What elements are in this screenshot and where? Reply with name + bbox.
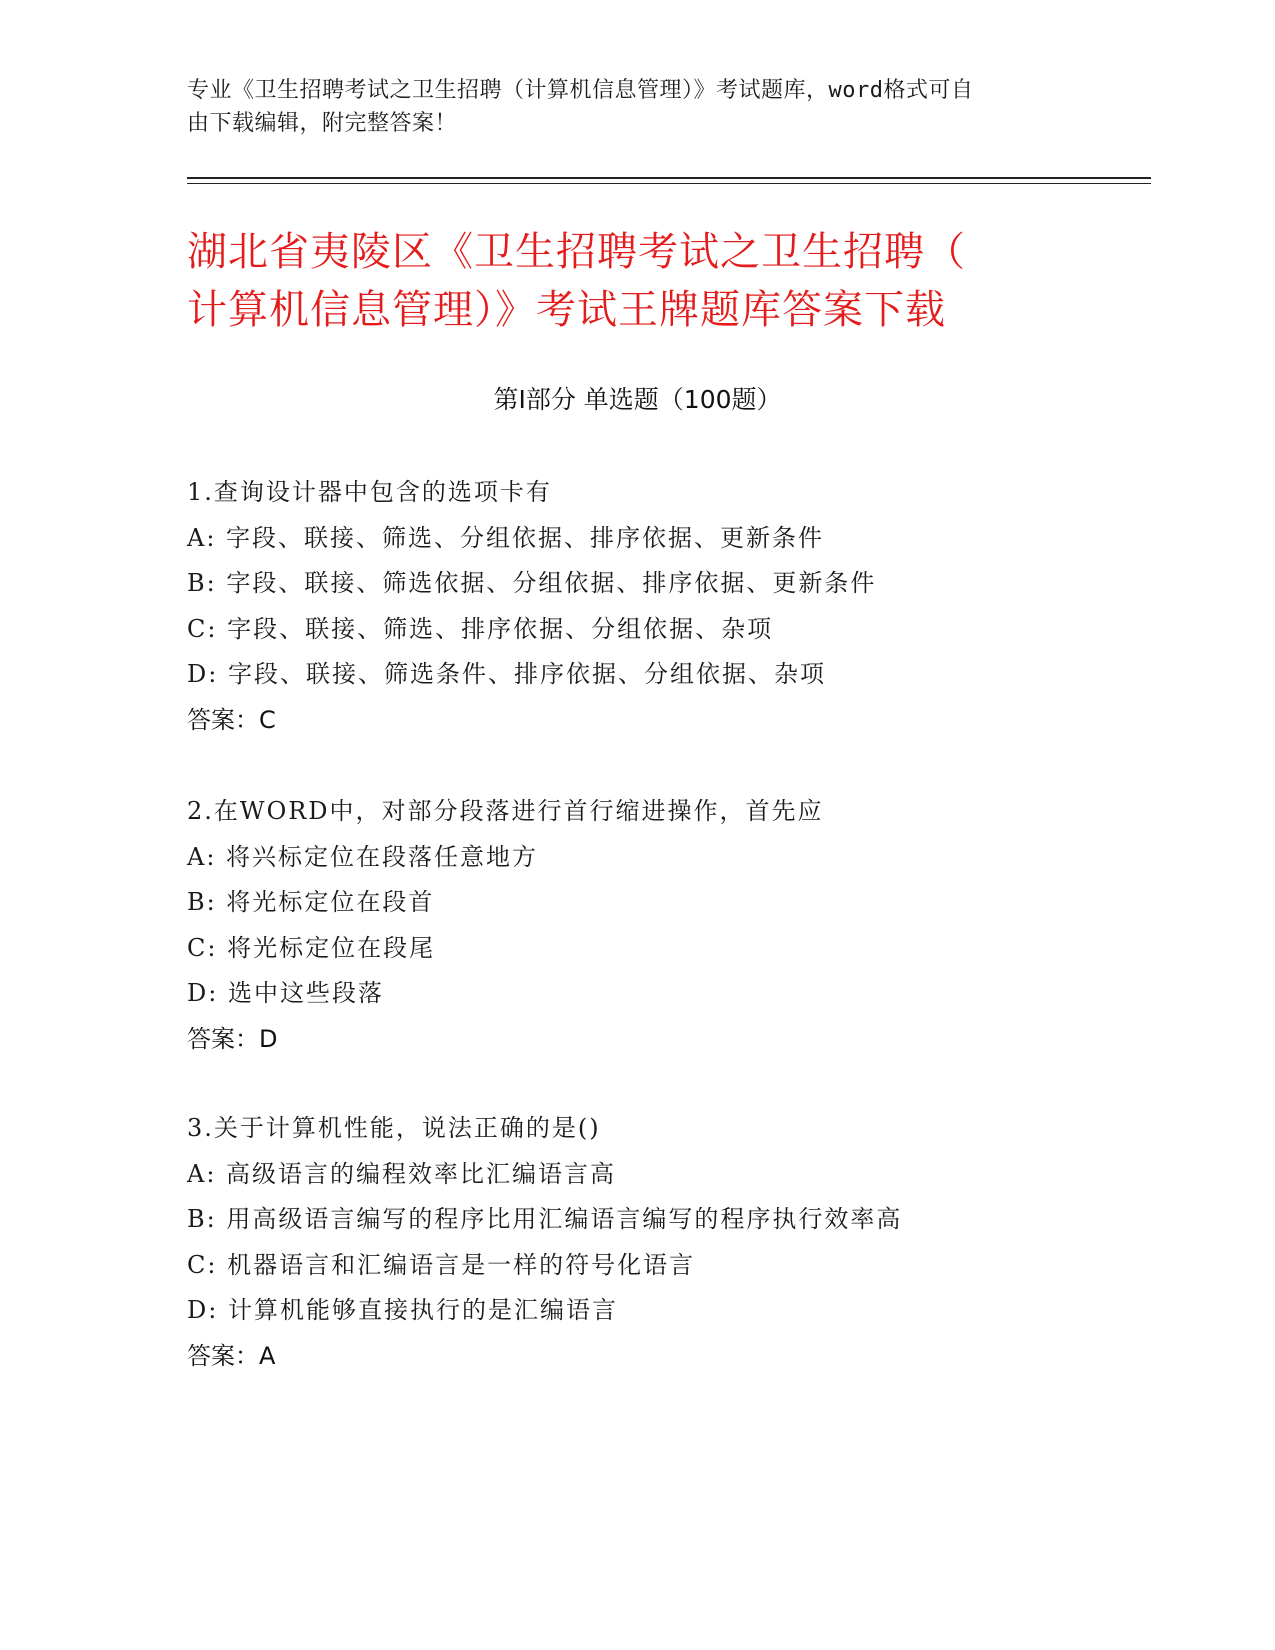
question-stem: 1.查询设计器中包含的选项卡有 (187, 478, 552, 506)
option-d: D: 字段、联接、筛选条件、排序依据、分组依据、杂项 (187, 660, 826, 688)
header-note-line-1: 专业《卫生招聘考试之卫生招聘（计算机信息管理）》考试题库，word格式可自 (187, 78, 974, 103)
header-divider-thin (187, 183, 1151, 184)
answer-line: 答案：C (187, 705, 276, 734)
option-a: A: 将兴标定位在段落任意地方 (187, 842, 539, 871)
answer-line: 答案：A (187, 1341, 276, 1370)
document-title-line-1: 湖北省夷陵区《卫生招聘考试之卫生招聘（ (187, 229, 966, 275)
question-stem: 2.在WORD中，对部分段落进行首行缩进操作，首先应 (187, 797, 824, 825)
option-c: C: 将光标定位在段尾 (187, 933, 436, 962)
question-2 (187, 789, 1107, 1062)
document-title (187, 223, 1087, 339)
option-b: B: 字段、联接、筛选依据、分组依据、排序依据、更新条件 (187, 569, 877, 597)
option-c: C: 机器语言和汇编语言是一样的符号化语言 (187, 1250, 696, 1279)
header-note-line-2: 由下载编辑，附完整答案！ (187, 111, 458, 136)
option-a: A: 字段、联接、筛选、分组依据、排序依据、更新条件 (187, 523, 825, 552)
option-b: B: 用高级语言编写的程序比用汇编语言编写的程序执行效率高 (187, 1205, 903, 1233)
option-d: D: 计算机能够直接执行的是汇编语言 (187, 1296, 618, 1324)
option-d: D: 选中这些段落 (187, 979, 384, 1007)
question-stem: 3.关于计算机性能，说法正确的是() (187, 1114, 601, 1142)
question-1 (187, 470, 1107, 743)
option-a: A: 高级语言的编程效率比汇编语言高 (187, 1159, 617, 1188)
option-c: C: 字段、联接、筛选、排序依据、分组依据、杂项 (187, 614, 774, 643)
answer-line: 答案：D (187, 1024, 278, 1053)
option-b: B: 将光标定位在段首 (187, 888, 435, 916)
header-divider-thick (187, 177, 1151, 179)
section-title: 第Ⅰ部分 单选题（100题） (493, 385, 782, 414)
header-note (187, 74, 1067, 140)
question-3 (187, 1106, 1107, 1379)
document-title-line-2: 计算机信息管理）》考试王牌题库答案下载 (187, 287, 946, 333)
